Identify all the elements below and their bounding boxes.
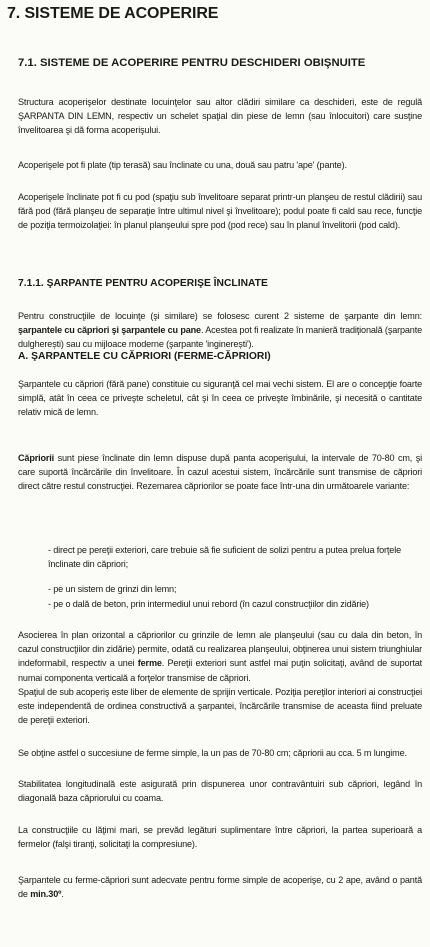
paragraph-attic: Acoperişele înclinate pot fi cu pod (spaţiu sub învelitoare separat printr-un planşeu de restul clădirii) sau fără pod (fără planşeu de separaţie între ultimul nivel şi învelitoare); podul poate fi cald sau rece, funcţie de poziţia termoizolaţiei: în planul planşeului spre pod (pod rece) sau în planul învelitorii (pod cald).	[18, 192, 422, 231]
list-item: - pe un sistem de grinzi din lemn;	[48, 584, 177, 594]
section-heading: 7.1. SISTEME DE ACOPERIRE PENTRU DESCHIDERI OBIŞNUITE	[18, 57, 366, 69]
paragraph-stability: Stabilitatea longitudinală este asigurată prin dispunerea unor contravântuiri sub căpriori, legând în diagonală baza căpriorului cu coama.	[18, 779, 422, 804]
paragraph-oldest-system: Şarpantele cu căpriori (fără pane) constituie cu siguranţă cel mai vechi sistem. El are o concepţie foarte simplă, atât în ceea ce priveşte scheletul, cât şi în ceea ce priveşte îmbinările, şi necesită o cantitate relativ mică de lemn.	[18, 379, 422, 418]
paragraph-space: Spaţiul de sub acoperiş este liber de elemente de sprijin verticale. Poziţia pereţilor interiori ai construcţiei este independentă de ordinea constructivă a şarpantei, încărcările transmise de aceasta fiind preluate de pereţii exteriori.	[18, 687, 422, 726]
paragraph-structure: Structura acoperişelor destinate locuinţelor sau altor clădiri similare ca deschideri, este de regulă ŞARPANTA DIN LEMN, respectiv un schelet spaţial din piese de lemn (sau înlocuitori) care susţine învelitoarea şi dă forma acoperişului.	[18, 97, 422, 136]
paragraph-rafters: Căpriorii sunt piese înclinate din lemn dispuse după panta acoperişului, la intervale de 70-80 cm, şi care suportă încărcările din învelitoare. În cazul acestui sistem, încărcările sunt transmise de căpriori direct către restul construcţiei. Rezemarea căpriorilor se poate face într-una din următoarele variante:	[18, 453, 422, 492]
paragraph-truss: Asocierea în plan orizontal a căpriorilor cu grinzile de lemn ale planşeului (sau cu dala din beton, în cazul construcţiilor din zidărie) permite, odată cu realizarea planşeului, obţinerea unui sistem triunghiular indeformabil, respectiv a unei ferme. Pereţii exteriori sunt astfel mai puţin solicitaţi, având de suportat numai componenta verticală a forţelor transmise de căpriori.	[18, 630, 422, 683]
chapter-title: 7. SISTEME DE ACOPERIRE	[7, 5, 219, 22]
paragraph-flat-roofs: Acoperişele pot fi plate (tip terasă) sau înclinate cu una, două sau patru 'ape' (pante).	[18, 160, 347, 170]
paragraph-wide-buildings: La construcţiile cu lăţimi mari, se prevăd legături suplimentare între căpriori, la partea superioară a fermelor (falşi tiranţi, solicitaţi la compresiune).	[18, 825, 422, 850]
paragraph-suitable: Şarpantele cu ferme-căpriori sunt adecvate pentru forme simple de acoperişe, cu 2 ape, având o pantă de min.30º.	[18, 875, 422, 900]
paragraph-succession: Se obţine astfel o succesiune de ferme simple, la un pas de 70-80 cm; căpriorii au cca. 5 m lungime.	[18, 748, 407, 758]
subsection-heading: 7.1.1. ŞARPANTE PENTRU ACOPERIŞE ÎNCLINATE	[18, 278, 268, 289]
list-item: - pe o dală de beton, prin intermediul unui rebord (în cazul construcţiilor din zidărie)	[48, 599, 369, 609]
paragraph-systems: Pentru construcţiile de locuinţe (şi similare) se folosesc curent 2 sisteme de şarpante din lemn: şarpantele cu căpriori şi şarpantele cu pane. Acestea pot fi realizate în manieră tradiţională (şarpante dulgherești) sau cu mijloace moderne (şarpante 'inginerești').	[18, 311, 423, 350]
heading-rafters: A. ŞARPANTELE CU CĂPRIORI (FERME-CĂPRIORI)	[18, 351, 271, 362]
list-item: - direct pe pereţii exteriori, care trebuie să fie suficient de solizi pentru a putea prelua forţele înclinate din căpriori;	[48, 545, 401, 570]
